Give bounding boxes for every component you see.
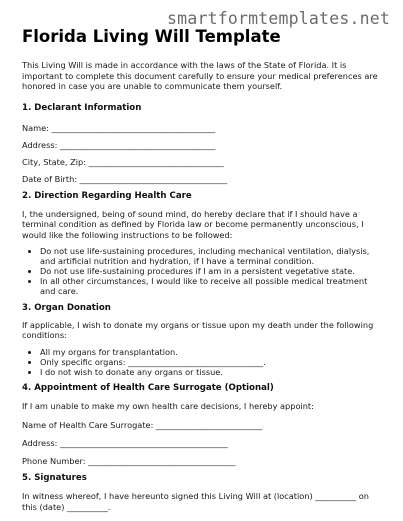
section-heading-declarant: 1. Declarant Information	[22, 102, 142, 113]
field-address[interactable]: Address: ______________________________________	[22, 139, 216, 150]
signatures-paragraph: In witness whereof, I have hereunto signed this Living Will at (location) __________ on this (date) __________.	[22, 490, 369, 512]
direction-list	[22, 246, 384, 297]
field-surrogate-name[interactable]: Name of Health Care Surrogate: __________________________	[22, 419, 263, 430]
organ-paragraph: If applicable, I wish to donate my organs or tissue upon my death under the following conditions:	[22, 319, 374, 341]
list-item[interactable]: • I do not wish to donate any organs or tissue.	[40, 367, 384, 377]
organ-list	[22, 347, 384, 378]
document-page	[22, 27, 384, 512]
surrogate-paragraph: If I am unable to make my own health care decisions, I hereby appoint:	[22, 401, 314, 412]
direction-paragraph: I, the undersigned, being of sound mind, do hereby declare that if I should have a terminal condition as defined by Florida law or become permanently unconscious, I would like the following instructions to be followed:	[22, 208, 364, 240]
list-item: • Do not use life-sustaining procedures, including mechanical ventilation, dialysis, and artificial nutrition and hydration, if I have a terminal condition.	[40, 246, 384, 266]
list-item: • In all other circumstances, I would like to receive all possible medical treatment and care.	[40, 276, 384, 296]
section-heading-organ-donation: 3. Organ Donation	[22, 302, 111, 313]
section-heading-signatures: 5. Signatures	[22, 472, 87, 483]
document-title: Florida Living Will Template	[22, 27, 281, 46]
field-surrogate-address[interactable]: Address: _________________________________________	[22, 437, 228, 448]
section-heading-direction: 2. Direction Regarding Health Care	[22, 190, 192, 201]
section-heading-surrogate: 4. Appointment of Health Care Surrogate (Optional)	[22, 383, 274, 394]
field-surrogate-phone[interactable]: Phone Number: ____________________________________	[22, 455, 236, 466]
list-item[interactable]: • All my organs for transplantation.	[40, 347, 384, 357]
field-city-state-zip[interactable]: City, State, Zip: _________________________________	[22, 156, 224, 167]
list-item: • Do not use life-sustaining procedures if I am in a persistent vegetative state.	[40, 266, 384, 276]
site-watermark: smartformtemplates.net	[167, 9, 390, 28]
list-item[interactable]: • Only specific organs: _________________________________.	[40, 357, 384, 367]
field-name[interactable]: Name: ________________________________________	[22, 122, 216, 133]
field-date-of-birth[interactable]: Date of Birth: ____________________________________	[22, 173, 228, 184]
intro-paragraph: This Living Will is made in accordance with the laws of the State of Florida. It is important to complete this document carefully to ensure your medical preferences are honored in case you are unable to communicate them yourself.	[22, 60, 378, 92]
